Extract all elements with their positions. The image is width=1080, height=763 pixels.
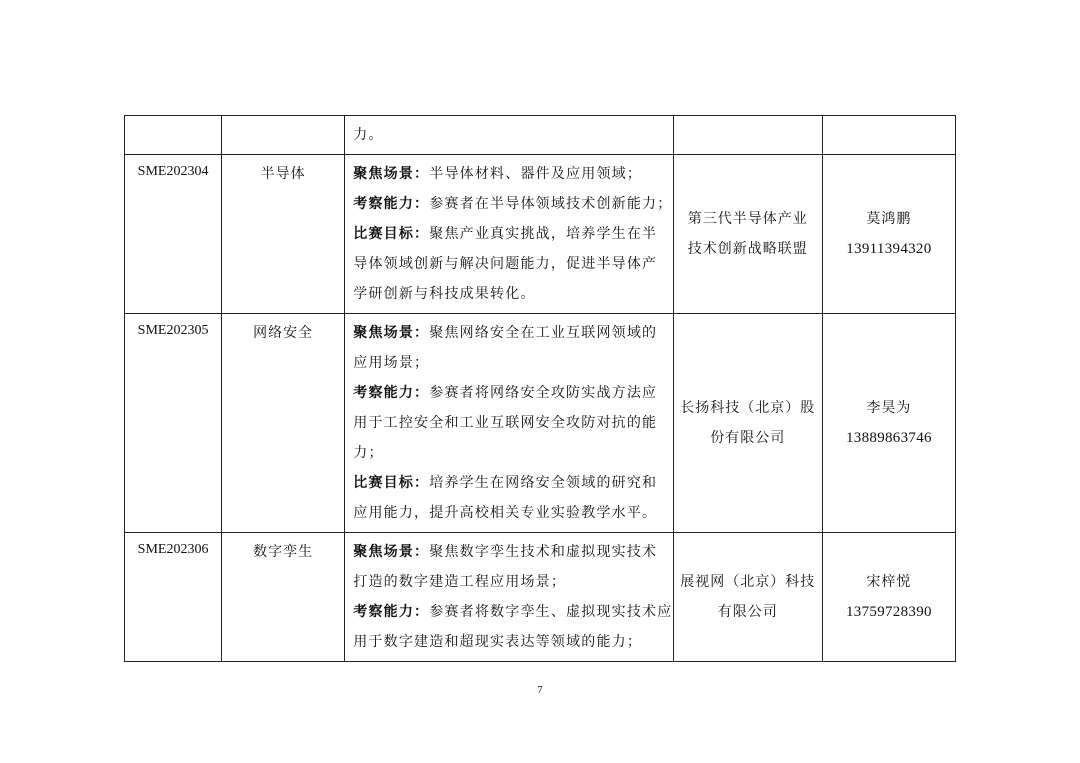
contact-phone: 13911394320 (846, 241, 932, 257)
contact-phone: 13759728390 (846, 604, 932, 620)
table-row (125, 155, 956, 314)
contact-phone: 13889863746 (846, 430, 932, 446)
description-cell (345, 116, 673, 155)
competition-name: 数字孪生 (222, 533, 345, 662)
contact-name: 李昊为 (866, 400, 912, 416)
ability-label: 考察能力： (353, 196, 430, 212)
competition-code: SME202304 (125, 155, 222, 314)
page-number: 7 (537, 684, 543, 696)
organizer-cell (673, 155, 822, 314)
competition-table (124, 115, 956, 662)
goal-text-cont: 学研创新与科技成果转化。 (353, 286, 536, 302)
organizer-cell (673, 533, 822, 662)
goal-text: 培养学生在网络安全领域的研究和 (429, 475, 658, 491)
organizer-cell (673, 116, 822, 155)
code-cell (125, 116, 222, 155)
organizer-cell (673, 314, 822, 533)
ability-text-cont: 用于数字建造和超现实表达等领域的能力； (353, 634, 643, 650)
contact-cell (822, 116, 955, 155)
focus-text-cont: 打造的数字建造工程应用场景； (353, 574, 567, 590)
description-cell (345, 314, 673, 533)
goal-line (353, 468, 666, 498)
focus-line (353, 318, 666, 348)
organizer-line: 份有限公司 (710, 430, 786, 446)
contact-name: 宋梓悦 (866, 574, 912, 590)
ability-text: 参赛者将数字孪生、虚拟现实技术应 (429, 604, 673, 620)
description-cell (345, 533, 673, 662)
description-line: 力。 (353, 127, 384, 143)
focus-text: 聚焦数字孪生技术和虚拟现实技术 (429, 544, 658, 560)
table-row-continuation (125, 116, 956, 155)
ability-text-cont: 力； (353, 445, 384, 461)
competition-code: SME202306 (125, 533, 222, 662)
organizer-line: 第三代半导体产业 (687, 211, 808, 227)
focus-text: 半导体材料、器件及应用领域； (429, 166, 643, 182)
focus-label: 聚焦场景： (353, 325, 430, 341)
ability-line (353, 378, 666, 408)
contact-name: 莫鸿鹏 (866, 211, 912, 227)
contact-cell (822, 314, 955, 533)
focus-label: 聚焦场景： (353, 544, 430, 560)
focus-line (353, 159, 666, 189)
table-row (125, 533, 956, 662)
competition-code: SME202305 (125, 314, 222, 533)
competition-name: 网络安全 (222, 314, 345, 533)
ability-text-cont: 用于工控安全和工业互联网安全攻防对抗的能 (353, 415, 658, 431)
focus-text-cont: 应用场景； (353, 355, 430, 371)
goal-line (353, 219, 666, 249)
focus-line (353, 537, 666, 567)
name-cell (222, 116, 345, 155)
contact-cell (822, 155, 955, 314)
ability-text: 参赛者在半导体领域技术创新能力； (429, 196, 673, 212)
goal-text-cont: 导体领域创新与解决问题能力，促进半导体产 (353, 256, 658, 272)
ability-line (353, 597, 673, 627)
goal-text: 聚焦产业真实挑战，培养学生在半 (429, 226, 658, 242)
goal-label: 比赛目标： (353, 226, 430, 242)
goal-label: 比赛目标： (353, 475, 430, 491)
organizer-line: 展视网（北京）科技 (680, 574, 816, 590)
organizer-line: 有限公司 (717, 604, 778, 620)
contact-cell (822, 533, 955, 662)
organizer-line: 长扬科技（北京）股 (680, 400, 816, 416)
ability-text: 参赛者将网络安全攻防实战方法应 (429, 385, 658, 401)
competition-name: 半导体 (222, 155, 345, 314)
description-cell (345, 155, 673, 314)
ability-label: 考察能力： (353, 385, 430, 401)
focus-text: 聚焦网络安全在工业互联网领域的 (429, 325, 658, 341)
organizer-line: 技术创新战略联盟 (687, 241, 808, 257)
ability-label: 考察能力： (353, 604, 430, 620)
ability-line (353, 189, 673, 219)
focus-label: 聚焦场景： (353, 166, 430, 182)
goal-text-cont: 应用能力，提升高校相关专业实验教学水平。 (353, 505, 658, 521)
table-row (125, 314, 956, 533)
